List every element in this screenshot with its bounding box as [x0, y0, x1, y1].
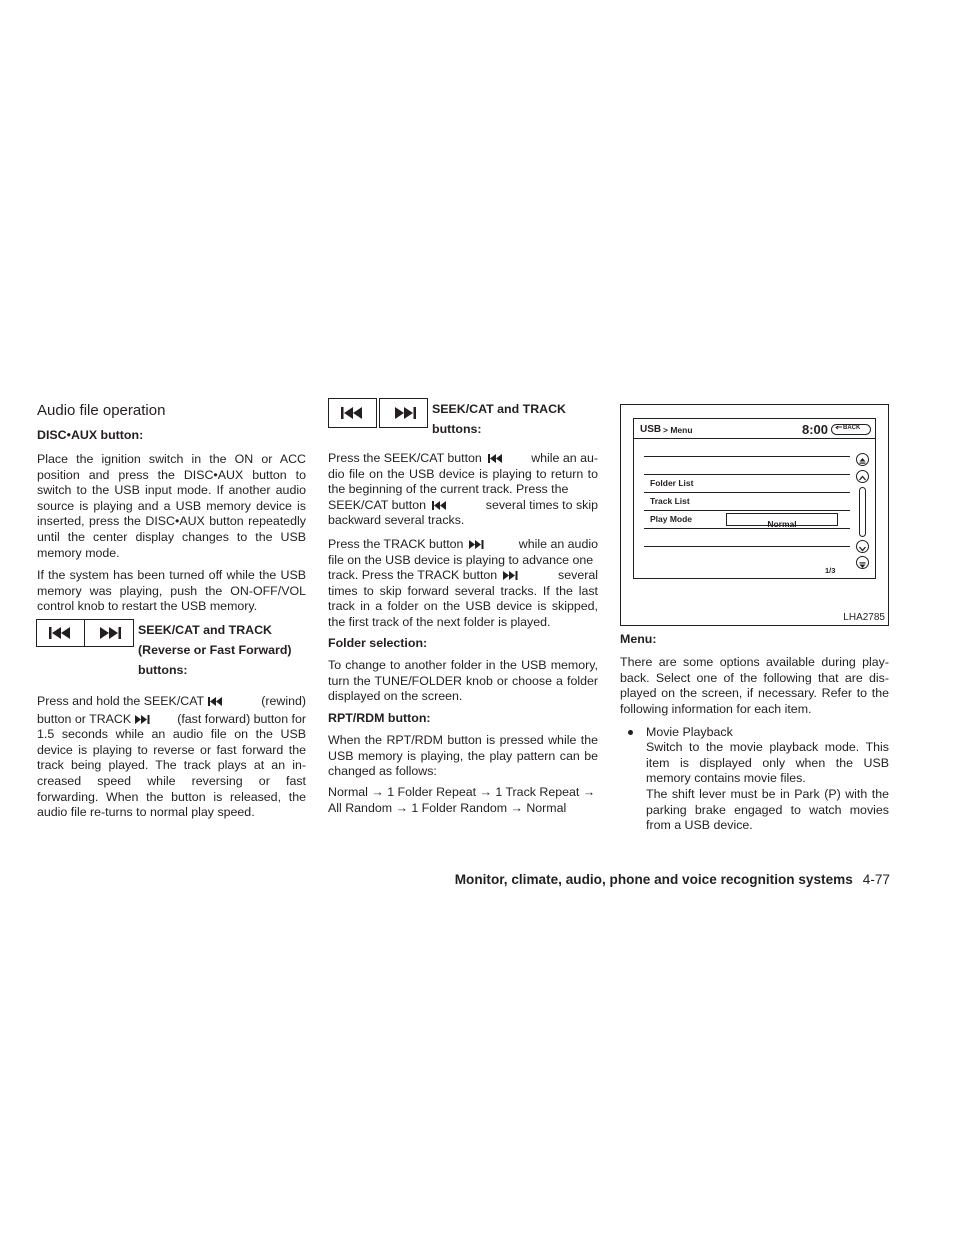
- usb-menu-screen: [633, 418, 876, 579]
- seek-track-button-illustration-2: [328, 398, 428, 428]
- seek-track-heading-2: SEEK/CAT and TRACK buttons:: [432, 402, 567, 436]
- usb-menu-screen-figure: [620, 404, 889, 626]
- back-button[interactable]: [831, 424, 871, 435]
- seek-track-heading: SEEK/CAT and TRACK (Reverse or Fast Forward) buttons:: [138, 623, 292, 677]
- bullet-dot: [628, 730, 633, 735]
- menu-heading: Menu:: [620, 632, 657, 646]
- menu-item-play-mode[interactable]: Play Mode Normal: [644, 510, 850, 528]
- figure-code: LHA2785: [843, 612, 885, 623]
- skip-forward-icon: [96, 627, 122, 639]
- skip-forward-icon: [391, 407, 417, 419]
- skip-back-icon: [488, 454, 503, 463]
- scrollbar-track[interactable]: [859, 487, 866, 537]
- play-mode-value-box[interactable]: Normal: [726, 513, 838, 526]
- page-indicator: 1/3: [825, 566, 836, 575]
- section-title: Audio file operation: [37, 402, 166, 419]
- chevron-down-icon: [857, 543, 868, 554]
- seek-cat-paragraph: Press the SEEK/CAT button while an au- dio file on the USB device is playing to return to the beginning of the current track. Press the SEEK/CAT button several times to skip backward several tracks.: [328, 451, 598, 528]
- page-footer: [455, 872, 890, 887]
- menu-paragraph: There are some options available during play-back. Select one of the following that are dis-played on the screen, if necessary. Refer to the following information for each item.: [620, 655, 889, 716]
- skip-forward-icon: [135, 715, 150, 724]
- screen-clock: 8:00: [802, 422, 829, 437]
- track-button: [85, 619, 134, 647]
- skip-forward-icon: [469, 540, 484, 549]
- menu-item-folder-list[interactable]: Folder List: [644, 474, 850, 492]
- skip-back-icon: [208, 697, 223, 706]
- skip-back-icon: [48, 627, 74, 639]
- double-down-icon: [857, 559, 868, 570]
- skip-back-icon: [340, 407, 366, 419]
- screen-source: USB: [640, 424, 662, 435]
- seek-cat-button: [36, 619, 85, 647]
- scroll-bottom-button[interactable]: [856, 556, 869, 569]
- menu-row-blank-top: [644, 456, 850, 474]
- disc-aux-paragraph-2: If the system has been turned off while the USB memory was playing, push the ON-OFF/VOL control knob to restart the USB memory.: [37, 568, 306, 614]
- rpt-rdm-paragraph: When the RPT/RDM button is pressed while the USB memory is playing, the play pattern can be changed as follows:: [328, 733, 598, 779]
- play-pattern-sequence: Normal → 1 Folder Repeat → 1 Track Repeat → All Random → 1 Folder Random → Normal: [328, 785, 596, 815]
- back-label: BACK: [843, 425, 861, 431]
- folder-selection-heading: Folder selection:: [328, 636, 428, 650]
- disc-aux-paragraph-1: Place the ignition switch in the ON or ACC position and press the DISC•AUX button to switch to the USB input mode. If another audio source is playing and a USB memory device is inserted, press the DISC•AUX button repeatedly until the center display changes to the USB memory mode.: [37, 452, 306, 560]
- folder-selection-paragraph: To change to another folder in the USB memory, turn the TUNE/FOLDER knob or choose a folder displayed on the screen.: [328, 658, 598, 704]
- chapter-title: Monitor, climate, audio, phone and voice recognition systems: [454, 872, 853, 887]
- double-up-icon: [857, 456, 868, 467]
- screen-breadcrumb: > Menu: [663, 425, 693, 435]
- skip-forward-icon: [503, 571, 518, 580]
- page-number: 4-77: [862, 872, 890, 887]
- scroll-top-button[interactable]: [856, 453, 869, 466]
- back-arrow-icon: [835, 426, 843, 433]
- scroll-up-button[interactable]: [856, 470, 869, 483]
- header-divider: [634, 438, 875, 439]
- skip-back-icon: [432, 501, 447, 510]
- disc-aux-heading: DISC•AUX button:: [37, 428, 144, 442]
- track-button: [379, 398, 428, 428]
- menu-item-track-list[interactable]: Track List: [644, 492, 850, 510]
- seek-track-paragraph: Press and hold the SEEK/CAT (rewind) button or TRACK (fast forward) button for 1.5 seconds while an audio file on the USB device is playing to reverse or fast forward the track being played. The track plays at an in-creased speed while reversing or fast forwarding. When the button is released, the audio file re-turns to normal play speed.: [37, 694, 306, 820]
- seek-track-button-illustration: [36, 619, 134, 647]
- bullet-text-1: Switch to the movie playback mode. This item is displayed only when the USB memory contains movie files.: [646, 740, 889, 786]
- track-paragraph: Press the TRACK button while an audio file on the USB device is playing to advance one track. Press the TRACK button several times to skip forward several tracks. If the last track in a folder on the USB device is skipped, the first track of the next folder is played.: [328, 537, 598, 629]
- seek-cat-button: [328, 398, 377, 428]
- bullet-title: Movie Playback: [646, 725, 733, 739]
- bullet-text-2: The shift lever must be in Park (P) with the parking brake engaged to watch movies from a USB device.: [646, 787, 889, 833]
- scroll-down-button[interactable]: [856, 540, 869, 553]
- chevron-up-icon: [857, 473, 868, 484]
- rpt-rdm-heading: RPT/RDM button:: [328, 711, 431, 725]
